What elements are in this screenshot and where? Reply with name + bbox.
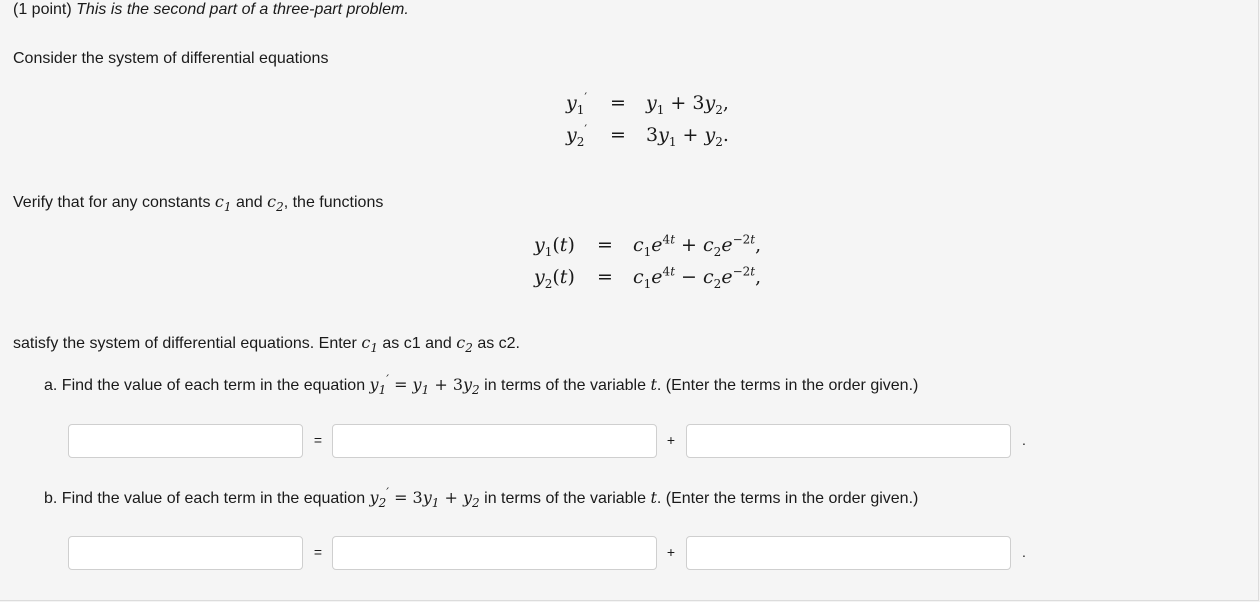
part-b-term2-input[interactable] [686,536,1011,570]
problem-intro: This is the second part of a three-part problem. [76,1,409,18]
part-b-suffix: in terms of the variable [484,490,646,507]
verify-pre: Verify that for any constants [13,194,211,211]
verify-and: and [235,194,263,211]
part-b-tail: . (Enter the terms in the order given.) [656,490,919,507]
part-a-prompt [44,372,919,398]
part-a-prefix: a. Find the value of each term in the equation [44,377,366,394]
part-a-equals-sign: = [313,432,323,448]
ode1-lhs: $y_1'$ [566,90,588,117]
ode1-rhs: $y_1 + 3y_2$, [646,92,729,117]
problem-header [13,0,409,20]
part-b-plus-sign: + [666,544,676,560]
consider-text: Consider the system of differential equations [13,50,329,67]
part-a-lhs-input[interactable] [68,424,303,458]
part-b-equals-sign: = [313,544,323,560]
satisfy-as1: as c1 and [382,335,452,352]
ode1-equals: = [610,92,626,114]
ode2-lhs: $y_2'$ [566,122,588,149]
satisfy-as2: as c2. [477,335,520,352]
part-b-term1-input[interactable] [332,536,657,570]
part-a-term2-input[interactable] [686,424,1011,458]
part-b-prompt [44,485,919,511]
sol1-equals: = [597,234,613,256]
ode2-equals: = [610,124,626,146]
part-a-plus-sign: + [666,432,676,448]
part-a-tail: . (Enter the terms in the order given.) [656,377,919,394]
satisfy-pre: satisfy the system of differential equations. Enter [13,335,357,352]
part-b-period: . [1022,544,1026,560]
verify-post: , the functions [283,194,384,211]
part-a-equation: $y_1' = y_1 + 3y_2$ [369,372,480,398]
part-b-prefix: b. Find the value of each term in the equation [44,490,366,507]
sol1-lhs: $y_1(t)$ [534,234,575,259]
satisfy-text [13,333,520,354]
c2-symbol: $c_2$ [456,333,473,356]
part-b-equation: $y_2' = 3y_1 + y_2$ [369,485,480,511]
c1-symbol: $c_1$ [361,333,378,356]
ode2-rhs: $3y_1 + y_2$. [646,124,729,149]
part-a-term1-input[interactable] [332,424,657,458]
variable-t: t [650,375,657,394]
part-b-lhs-input[interactable] [68,536,303,570]
verify-text [13,192,383,213]
variable-t: t [650,488,657,507]
part-a-suffix: in terms of the variable [484,377,646,394]
c1-symbol: $c_1$ [214,192,232,215]
sol1-rhs: $c_1e^{4t} + c_2e^{-2t}$, [633,232,762,259]
c2-symbol: $c_2$ [267,192,284,215]
sol2-lhs: $y_2(t)$ [534,266,575,291]
points-label: (1 point) [13,1,72,18]
sol2-equals: = [597,266,613,288]
part-a-period: . [1022,432,1026,448]
sol2-rhs: $c_1e^{4t} - c_2e^{-2t}$, [633,264,762,291]
